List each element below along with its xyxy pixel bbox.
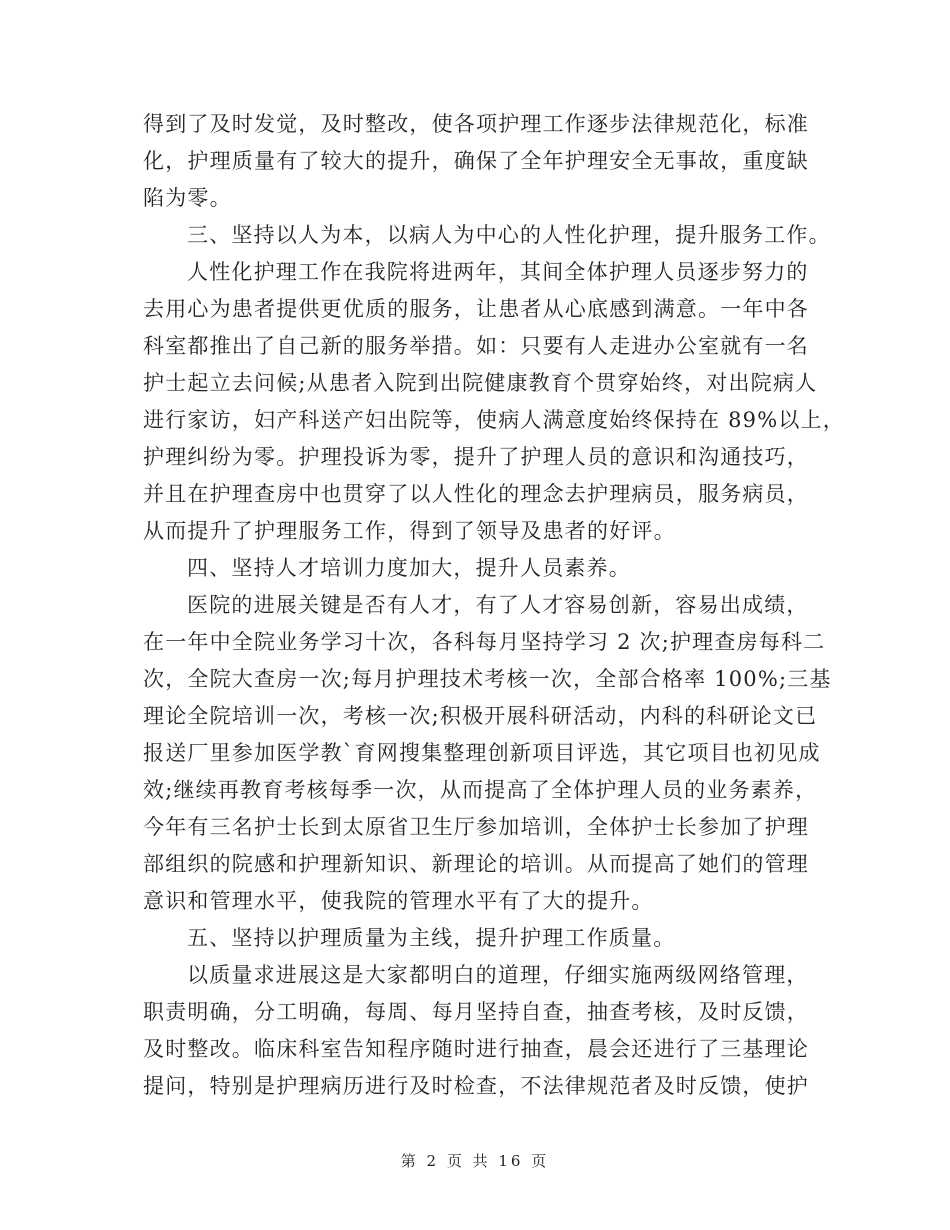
text-line: 今年有三名护士长到太原省卫生厅参加培训，全体护士长参加了护理 bbox=[143, 815, 809, 839]
text-line: 以质量求进展这是大家都明白的道理，仔细实施两级网络管理， bbox=[187, 963, 809, 987]
text-line: 医院的进展关键是否有人才，有了人才容易创新，容易出成绩， bbox=[187, 593, 809, 617]
text-line: 进行家访，妇产科送产妇出院等，使病人满意度始终保持在 89%以上， bbox=[143, 408, 845, 432]
text-line: 效;继续再教育考核每季一次，从而提高了全体护理人员的业务素养， bbox=[143, 778, 818, 802]
text-line: 部组织的院感和护理新知识、新理论的培训。从而提高了她们的管理 bbox=[143, 852, 809, 876]
text-line: 五、坚持以护理质量为主线，提升护理工作质量。 bbox=[187, 926, 676, 950]
text-line: 护理纠纷为零。护理投诉为零，提升了护理人员的意识和沟通技巧， bbox=[143, 445, 809, 469]
text-line: 理论全院培训一次，考核一次;积极开展科研活动，内科的科研论文已 bbox=[143, 704, 818, 728]
text-line: 及时整改。临床科室告知程序随时进行抽查，晨会还进行了三基理论 bbox=[143, 1037, 809, 1061]
text-line: 并且在护理查房中也贯穿了以人性化的理念去护理病员，服务病员， bbox=[143, 482, 809, 506]
text-line: 三、坚持以人为本，以病人为中心的人性化护理，提升服务工作。 bbox=[187, 223, 831, 247]
text-line: 从而提升了护理服务工作，得到了领导及患者的好评。 bbox=[143, 519, 676, 543]
text-line: 去用心为患者提供更优质的服务，让患者从心底感到满意。一年中各 bbox=[143, 297, 809, 321]
text-line: 护士起立去问候;从患者入院到出院健康教育个贯穿始终，对出院病人 bbox=[143, 371, 818, 395]
text-line: 四、坚持人才培训力度加大，提升人员素养。 bbox=[187, 556, 631, 580]
text-line: 在一年中全院业务学习十次，各科每月坚持学习 2 次;护理查房每科二 bbox=[143, 630, 826, 654]
document-body bbox=[143, 106, 845, 1105]
text-line: 化，护理质量有了较大的提升，确保了全年护理安全无事故，重度缺 bbox=[143, 149, 809, 173]
text-line: 得到了及时发觉，及时整改，使各项护理工作逐步法律规范化，标准 bbox=[143, 112, 809, 136]
text-line: 人性化护理工作在我院将进两年，其间全体护理人员逐步努力的 bbox=[187, 260, 809, 284]
text-line: 次，全院大查房一次;每月护理技术考核一次，全部合格率 100%;三基 bbox=[143, 667, 832, 691]
page-footer: 第 2 页 共 16 页 bbox=[400, 1152, 550, 1170]
text-line: 意识和管理水平，使我院的管理水平有了大的提升。 bbox=[143, 889, 654, 913]
text-line: 报送厂里参加医学教`育网搜集整理创新项目评选，其它项目也初见成 bbox=[143, 741, 821, 765]
text-line: 科室都推出了自己新的服务举措。如：只要有人走进办公室就有一名 bbox=[143, 334, 809, 358]
text-line: 陷为零。 bbox=[143, 186, 232, 210]
text-line: 职责明确，分工明确，每周、每月坚持自查，抽查考核，及时反馈， bbox=[143, 1000, 809, 1024]
text-line: 提问，特别是护理病历进行及时检查，不法律规范者及时反馈，使护 bbox=[143, 1074, 809, 1098]
